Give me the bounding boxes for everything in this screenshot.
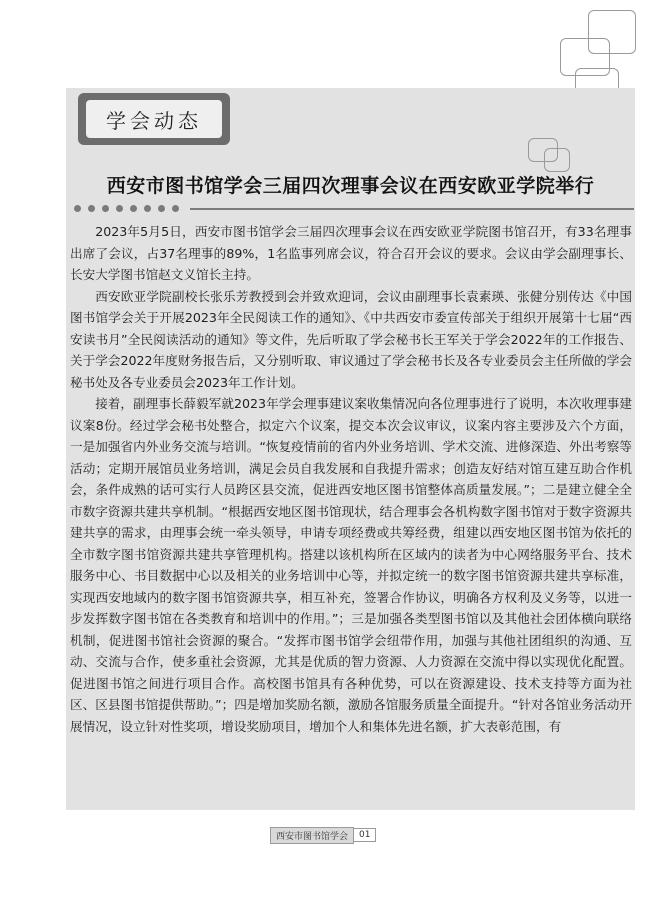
page-number: 01 <box>354 828 376 842</box>
paragraph: 西安欧亚学院副校长张乐芳教授到会并致欢迎词，会议由副理事长袁素瑛、张健分别传达《中国图书馆学会关于开展2023年全民阅读工作的通知》、《中共西安市委宣传部关于组织开展第十七届“西安读书月”全民阅读活动的通知》等文件，先后听取了学会秘书长王军关于学会2022年的工作报告、关于学会2022年度财务报告后，又分别听取、审议通过了学会秘书长及各专业委员会主任所做的学会秘书处及各专业委员会2023年工作计划。 <box>70 288 632 390</box>
footer-label: 西安市图书馆学会 <box>270 827 354 844</box>
section-tab <box>78 93 230 145</box>
article-title: 西安市图书馆学会三届四次理事会议在西安欧亚学院举行 <box>106 175 595 197</box>
paragraph: 2023年5月5日，西安市图书馆学会三届四次理事会议在西安欧亚学院图书馆召开，有33名理事出席了会议，占37名理事的89%，1名监事列席会议，符合召开会议的要求。会议由学会副理事长、长安大学图书馆赵文义馆长主持。 <box>70 224 632 282</box>
section-label: 学会动态 <box>86 100 222 138</box>
page-footer <box>270 828 376 842</box>
paragraph: 接着，副理事长薛毅军就2023年学会理事建议案收集情况向各位理事进行了说明，本次收理事建议案8份。经过学会秘书处整合，拟定六个议案，提交本次会议审议，议案内容主要涉及六个方面，一是加强省内外业务交流与培训。“恢复疫情前的省内外业务培训、学术交流、进修深造、外出考察等活动；定期开展馆员业务培训，满足会员自我发展和自我提升需求；创造友好结对馆互建互助合作机会，条件成熟的话可实行人员跨区县交流，促进西安地区图书馆整体高质量发展。”；二是建立健全全市数字资源共建共享机制。“根据西安地区图书馆现状，结合理事会各机构数字图书馆对于数字资源共建共享的需求，由理事会统一牵头领导，申请专项经费或共筹经费，组建以西安地区图书馆为依托的全市数字图书馆资源共建共享管理机构。搭建以该机构所在区域内的读者为中心网络服务平台、技术服务中心、书目数据中心以及相关的业务培训中心等，并拟定统一的数字图书馆资源共建共享标准，实现西安地域内的数字图书馆资源共享，相互补充，签署合作协议，明确各方权利及义务等，以进一步发挥数字图书馆在各类教育和培训中的作用。”；三是加强各类型图书馆以及其他社会团体横向联络机制，促进图书馆社会资源的聚合。“发挥市图书馆学会纽带作用，加强与其他社团组织的沟通、互动、交流与合作，使多重社会资源，尤其是优质的智力资源、人力资源在交流中得以实现优化配置。促进图书馆之间进行项目合作。高校图书馆具有各种优势，可以在资源建设、技术支持等方面为社区、区县图书馆提供帮助。”；四是增加奖励名额，激励各馆服务质量全面提升。“针对各馆业务活动开展情况，设立针对性奖项，增设奖励项目，增加个人和集体先进名额，扩大表彰范围，有 <box>70 396 632 734</box>
article-body <box>70 221 632 737</box>
decorative-frame <box>544 148 570 172</box>
